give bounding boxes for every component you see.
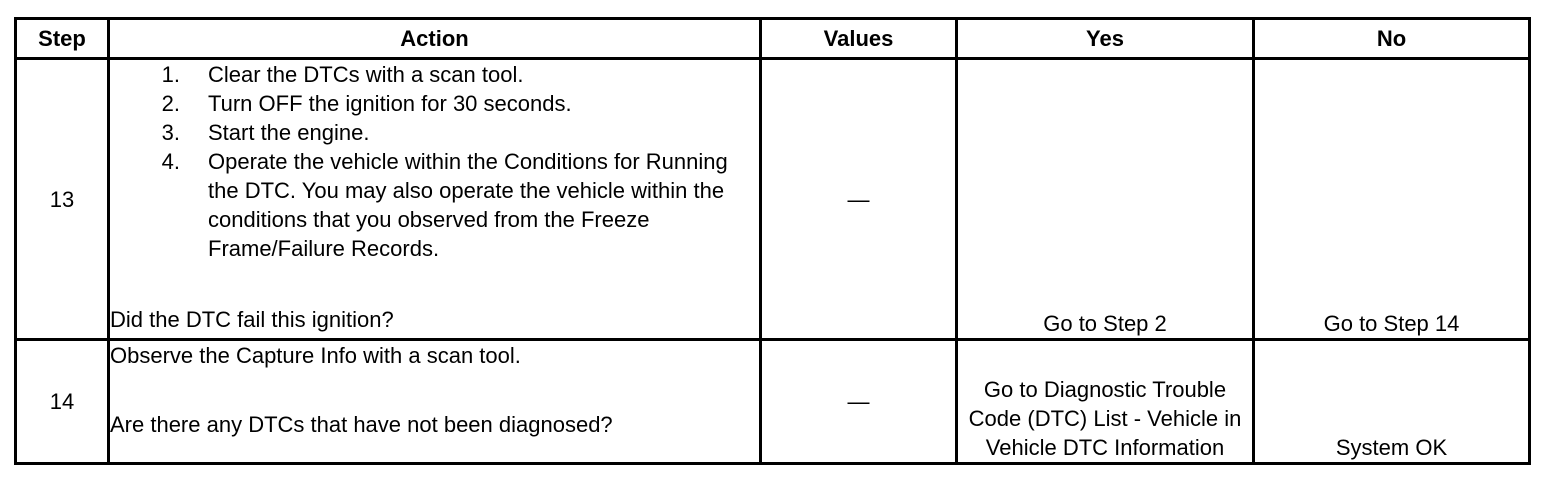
list-item-text: Start the engine.	[208, 120, 370, 145]
table-row	[16, 340, 1530, 464]
list-item-text: Clear the DTCs with a scan tool.	[208, 62, 524, 87]
action-question: Are there any DTCs that have not been diagnosed?	[110, 412, 613, 437]
list-item	[110, 60, 759, 89]
action-cell	[109, 340, 761, 464]
no-cell: System OK	[1254, 340, 1530, 464]
list-item	[110, 118, 759, 147]
step-number: 13	[16, 59, 109, 340]
list-item-text: Turn OFF the ignition for 30 seconds.	[208, 91, 572, 116]
list-item	[110, 147, 759, 263]
values-dash: —	[847, 186, 870, 212]
list-item-number: 3.	[161, 120, 180, 145]
list-item-number: 4.	[161, 149, 180, 174]
values-cell	[761, 59, 957, 340]
table-row	[16, 59, 1530, 340]
no-cell: Go to Step 14	[1254, 59, 1530, 340]
action-step-list	[110, 60, 759, 263]
header-values: Values	[761, 19, 957, 59]
values-cell	[761, 340, 957, 464]
action-cell	[109, 59, 761, 340]
action-spacer	[110, 370, 759, 410]
header-row	[16, 19, 1530, 59]
yes-cell: Go to Diagnostic Trouble Code (DTC) List - Vehicle in Vehicle DTC Information	[957, 340, 1254, 464]
header-step: Step	[16, 19, 109, 59]
header-no: No	[1254, 19, 1530, 59]
list-item-number: 1.	[161, 62, 180, 87]
header-action: Action	[109, 19, 761, 59]
diagnostic-table	[14, 17, 1531, 465]
step-number: 14	[16, 340, 109, 464]
action-question: Did the DTC fail this ignition?	[110, 307, 394, 332]
action-instruction: Observe the Capture Info with a scan tool.	[110, 343, 521, 368]
yes-cell: Go to Step 2	[957, 59, 1254, 340]
header-yes: Yes	[957, 19, 1254, 59]
list-item	[110, 89, 759, 118]
list-item-text: Operate the vehicle within the Conditions for Running the DTC. You may also operate the vehicle within the conditions that you observed from the Freeze Frame/Failure Records.	[208, 149, 728, 261]
list-item-number: 2.	[161, 91, 180, 116]
values-dash: —	[847, 389, 870, 414]
